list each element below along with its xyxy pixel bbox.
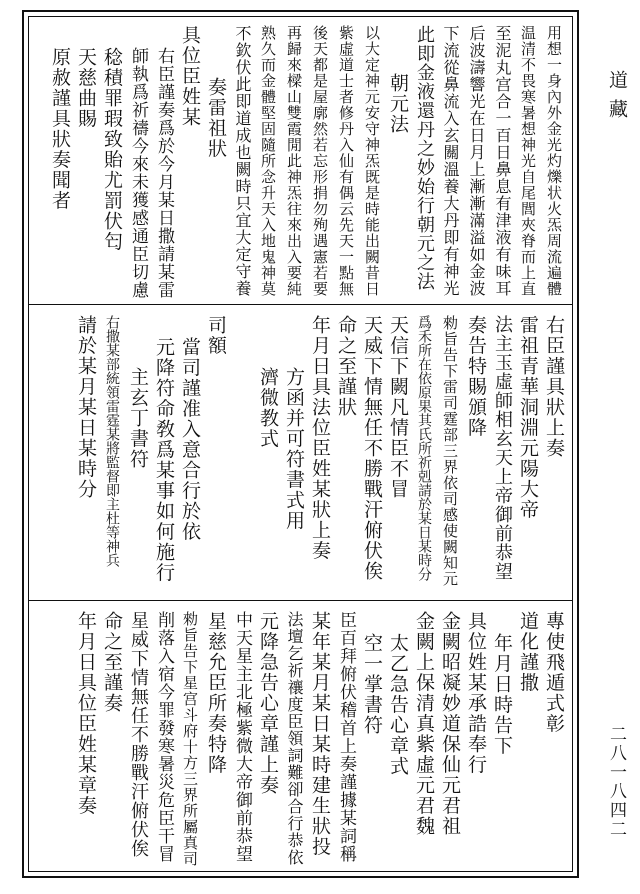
text-column: 年月日時告下	[491, 633, 513, 756]
text-column: 元降急告心章謹上奏	[257, 611, 279, 796]
text-column: 右臣謹奏爲於今月某日撒請某雷	[154, 47, 174, 299]
text-column: 年月日具位臣姓某章奏	[75, 611, 97, 816]
text-column: 用想一身內外金光灼爍状火炁周流遍體	[545, 25, 563, 297]
book-title: 道藏	[606, 70, 628, 128]
text-column: 某年某月某日某時建生狀投	[309, 611, 331, 857]
text-column: 奏雷祖狀	[205, 77, 227, 159]
text-column: 天威下情無任不勝戰汗俯伏俟	[361, 315, 383, 582]
text-column: 下流從鼻流入玄關溫養大丹即有神光	[441, 25, 460, 297]
page-frame	[22, 10, 579, 878]
text-column: 星慈允臣所奏特降	[205, 611, 227, 775]
text-column: 勑旨告下星宫斗府十方三界所屬真司	[181, 611, 199, 867]
divider-line	[29, 600, 572, 601]
text-column: 削落入宿今罪發寒暑災危臣干冒	[154, 611, 174, 863]
text-column: 右臣謹具狀上奏	[543, 315, 565, 459]
text-column: 天信下闕凡情臣不冒	[387, 315, 409, 500]
text-column: 右撒某部統領雷霆某將監督即主杜等神兵	[104, 315, 120, 567]
text-column: 臣百拜俯伏稽首上奏謹據某詞稱	[336, 611, 356, 863]
text-column: 師執爲祈禱今來未獲感通臣切慮	[128, 47, 148, 299]
text-column: 金闕上保清真紫虛元君魏	[413, 611, 435, 837]
section-bottom	[29, 603, 572, 877]
text-column: 太乙急告心章式	[387, 633, 409, 777]
text-column: 天慈曲賜	[75, 47, 97, 129]
text-column: 主玄丁書符	[127, 367, 149, 470]
text-column: 當司謹准入意合行於依	[179, 337, 201, 542]
text-column: 奏告特賜頒降	[465, 315, 487, 438]
text-column: 此即金液還丹之妙始行朝元之法	[414, 25, 435, 291]
text-column: 命之至謹狀	[335, 315, 357, 418]
divider-line	[29, 304, 572, 305]
text-column: 金闕昭凝妙道保仙元君祖	[439, 611, 461, 837]
text-column: 原赦謹具狀奏聞者	[49, 47, 71, 211]
text-column: 道化謹撒	[517, 611, 539, 693]
text-column: 朝元法	[387, 73, 409, 135]
text-column: 勑旨告下雷司霆部三界依司感使闕知元	[441, 315, 459, 587]
text-column: 空一掌書符	[361, 633, 383, 736]
text-column: 元降符命敎爲某事如何施行	[153, 337, 175, 583]
text-column: 熟久而金體堅固隨所念升天入地鬼神莫	[259, 25, 277, 297]
text-column: 爲禾所在依原果其氏所祈剋請於某日某時分	[416, 315, 432, 581]
text-column: 請於某月某日某時分	[75, 315, 97, 500]
section-top	[29, 17, 572, 303]
text-column: 具位姓某承誥奉行	[465, 611, 487, 775]
text-column: 專使飛遁式彰	[543, 611, 565, 734]
page-number: 二八一八四二	[606, 725, 626, 839]
text-column: 紫虛道士者修丹入仙有偶云先天一點無	[337, 25, 355, 297]
text-column: 稔積罪瑕致貽尤罰伏匄	[101, 47, 123, 252]
text-column: 法主玉虛師相玄天上帝御前恭望	[492, 315, 513, 581]
text-column: 温清不畏寒暑想神光自尾閭夾脊而上直	[519, 25, 537, 297]
text-block	[28, 16, 573, 872]
text-column: 以大定神元安守神炁既是時能出闕昔日	[363, 25, 381, 297]
text-column: 年月日具法位臣姓某狀上奏	[309, 315, 331, 561]
text-column: 方函并可符書式用	[283, 367, 305, 531]
text-column: 雷祖青華洞淵元陽大帝	[517, 315, 539, 520]
text-column: 中天星主北極紫微大帝御前恭望	[232, 611, 252, 863]
text-column: 具位臣姓某	[179, 25, 201, 128]
text-column: 司額	[205, 315, 227, 356]
text-column: 星威下情無任不勝戰汗俯伏俟	[128, 611, 149, 858]
text-column: 后波濤響光在日月上漸漸滿溢如金波	[467, 25, 486, 297]
text-column: 後天都是屋廓然若忘形捐勿殉遇憲若要	[311, 25, 329, 297]
section-middle	[29, 307, 572, 599]
text-column: 不欽伏此即道成也闕時只宜大定守養	[233, 25, 252, 297]
text-column: 命之至謹奏	[101, 611, 123, 714]
text-column: 至泥丸宫合一百日鼻息有津液有味耳	[493, 25, 512, 297]
text-column: 再歸來樑山雙霞閒此神炁往來出入要純	[285, 25, 303, 297]
text-column: 法壇乞祈禳度臣領詞難卻合行恭依	[285, 611, 304, 866]
text-column: 濟微教式	[257, 367, 279, 449]
